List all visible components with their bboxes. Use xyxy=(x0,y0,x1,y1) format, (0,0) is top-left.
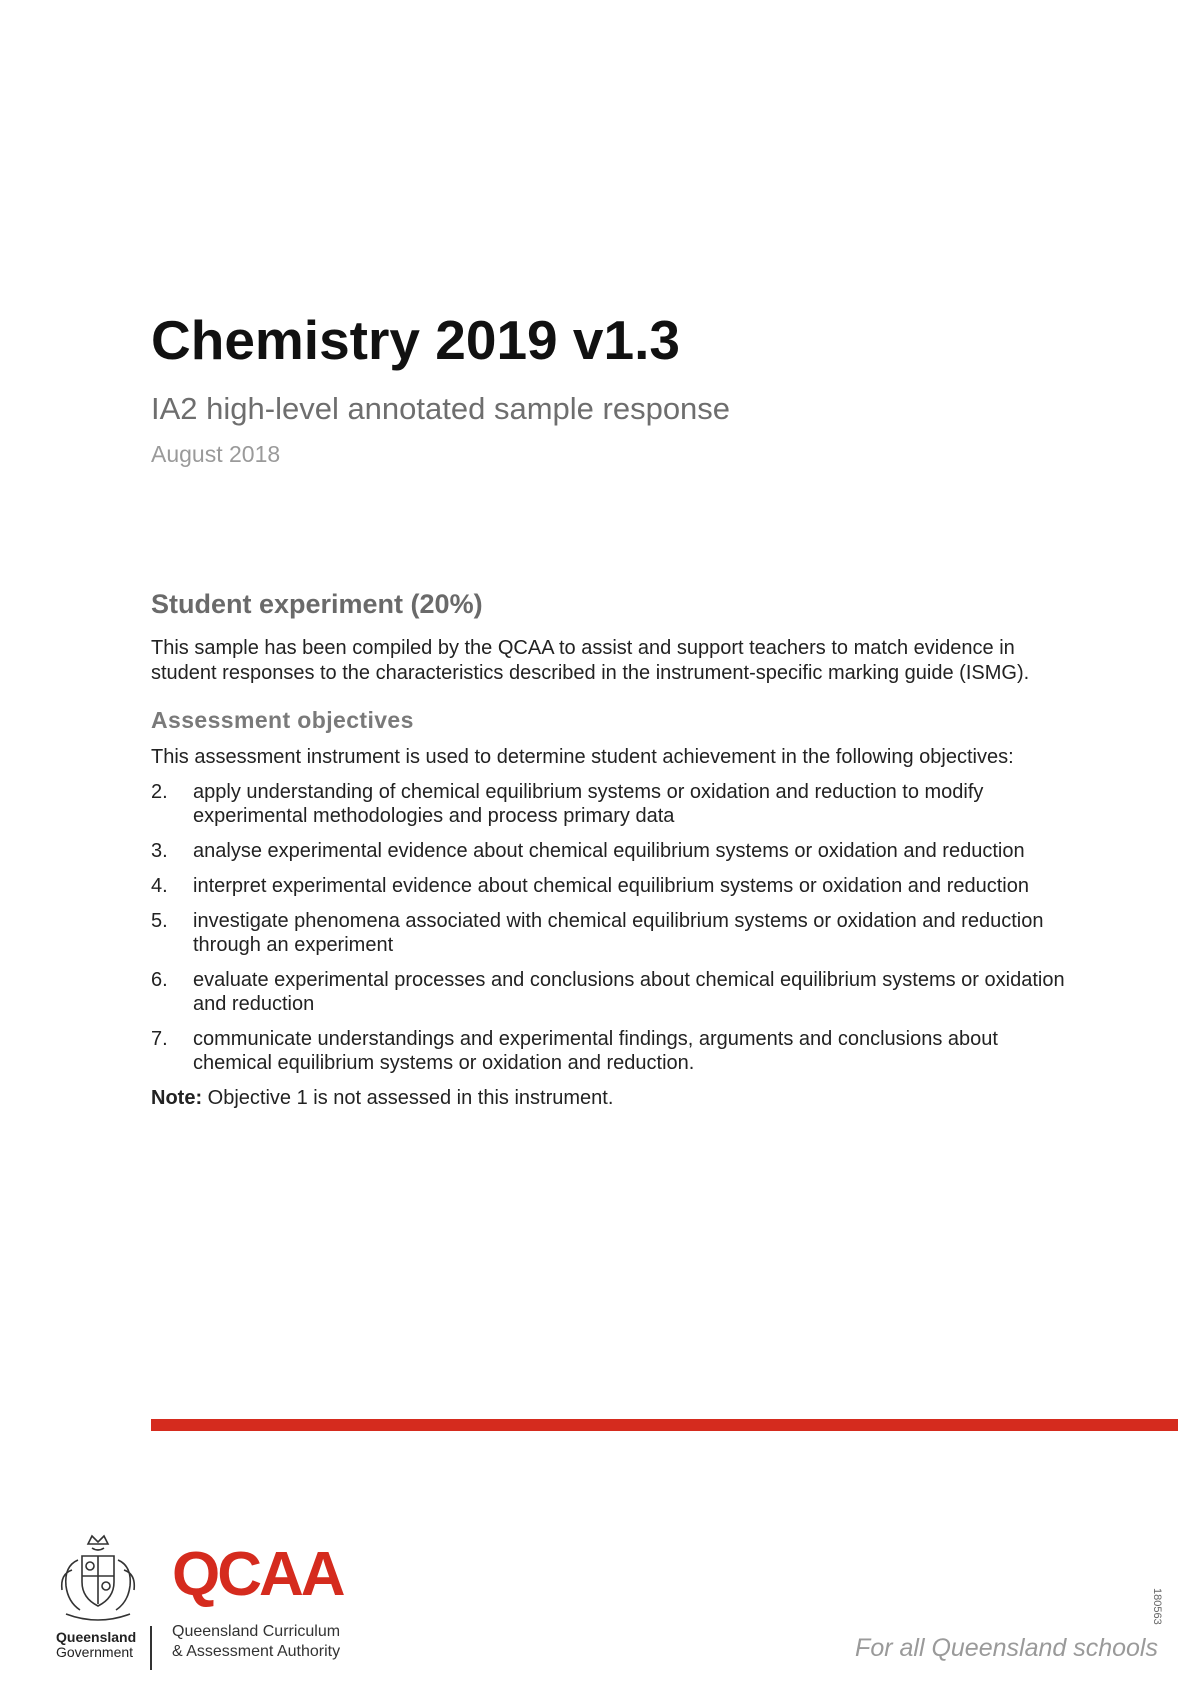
list-item xyxy=(151,909,1071,957)
list-item-text: interpret experimental evidence about chemical equilibrium systems or oxidation and reduction xyxy=(193,874,1029,897)
list-item-number: 2. xyxy=(151,780,168,803)
qcaa-logo: QCAA xyxy=(172,1540,343,1609)
list-item-number: 4. xyxy=(151,874,168,897)
main-content xyxy=(151,590,1071,1111)
note-label: Note: xyxy=(151,1086,203,1109)
list-item-number: 6. xyxy=(151,968,168,991)
publication-date: August 2018 xyxy=(151,441,281,467)
gov-line-1: Queensland xyxy=(56,1629,137,1645)
gov-line-2: Government xyxy=(56,1644,134,1660)
list-item-text: apply understanding of chemical equilibrium systems or oxidation and reduction to modify experimental methodologies and process primary data xyxy=(193,780,984,827)
list-item xyxy=(151,780,1071,828)
list-item xyxy=(151,968,1071,1016)
qcaa-full-name xyxy=(172,1622,340,1662)
list-item-text: analyse experimental evidence about chemical equilibrium systems or oxidation and reduction xyxy=(193,839,1025,862)
list-item xyxy=(151,874,1071,898)
list-item xyxy=(151,1027,1071,1075)
qcaa-name-line-2: & Assessment Authority xyxy=(172,1643,341,1660)
list-item-text: evaluate experimental processes and conclusions about chemical equilibrium systems or oxidation and reduction xyxy=(193,968,1065,1015)
footer xyxy=(0,1530,1200,1680)
list-item-number: 7. xyxy=(151,1027,168,1050)
footer-divider xyxy=(150,1626,152,1670)
queensland-government-wordmark xyxy=(56,1630,136,1660)
section-heading: Student experiment (20%) xyxy=(151,589,483,619)
tagline: For all Queensland schools xyxy=(855,1634,1158,1662)
list-item-text: communicate understandings and experimental findings, arguments and conclusions about chemical equilibrium systems or oxidation and reduction. xyxy=(193,1027,998,1074)
note xyxy=(151,1086,1071,1111)
objectives-list xyxy=(151,780,1071,1075)
assessment-objectives-heading: Assessment objectives xyxy=(151,706,414,733)
list-item-number: 5. xyxy=(151,909,168,932)
intro-paragraph: This sample has been compiled by the QCAA to assist and support teachers to match evidence in student responses to the characteristics described in the instrument-specific marking guide (ISMG). xyxy=(151,636,1030,684)
document-code: 180563 xyxy=(1151,1588,1163,1625)
page-title: Chemistry 2019 v1.3 xyxy=(151,309,680,371)
list-item-number: 3. xyxy=(151,839,168,862)
note-text: Objective 1 is not assessed in this instrument. xyxy=(202,1086,614,1109)
qcaa-name-line-1: Queensland Curriculum xyxy=(172,1623,341,1640)
objectives-lead: This assessment instrument is used to determine student achievement in the following objectives: xyxy=(151,745,1014,768)
red-divider-rule xyxy=(151,1419,1178,1431)
list-item xyxy=(151,839,1071,863)
list-item-text: investigate phenomena associated with chemical equilibrium systems or oxidation and reduction through an experiment xyxy=(193,909,1044,956)
page-subtitle: IA2 high-level annotated sample response xyxy=(151,391,731,426)
queensland-coat-of-arms-icon xyxy=(52,1530,144,1630)
